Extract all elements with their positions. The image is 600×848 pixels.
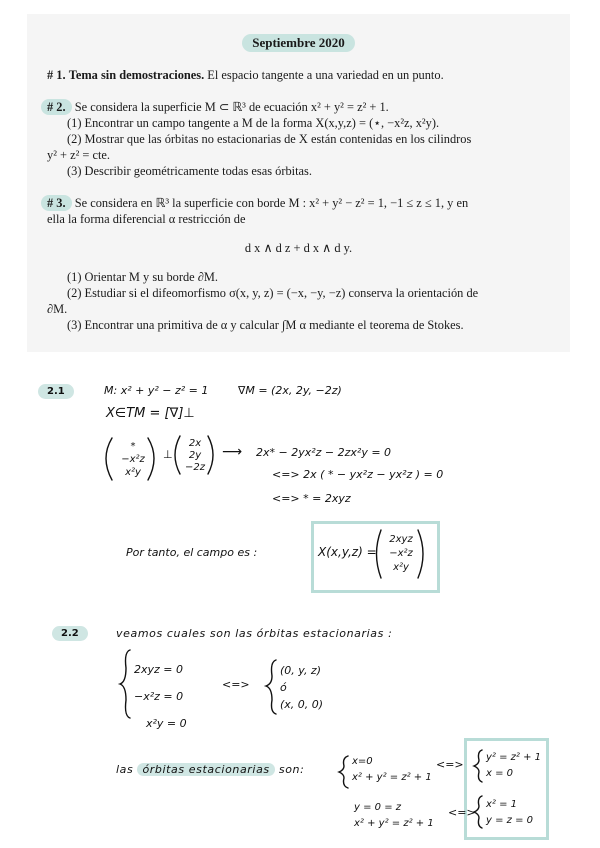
note-2-2-tag: 2.2 [52, 626, 88, 641]
sys1-eq: −x²z = 0 [134, 690, 184, 703]
problem-3-number: # 3. [41, 195, 72, 211]
field-vector [384, 533, 418, 575]
sys4-eq: y² = z² + 1 [486, 752, 542, 763]
sys5-eq: y = 0 = z [354, 802, 402, 813]
problem-2-number: # 2. [41, 99, 72, 115]
sys3 [352, 754, 432, 786]
note-2-1-tag: 2.1 [38, 384, 74, 399]
vec2-entry: −2z [185, 462, 205, 473]
orbitas-highlight: órbitas estacionarias [137, 763, 274, 776]
vec1-left-paren [106, 438, 112, 480]
problem-3-intro-a: Se considera en ℝ³ la superficie con borde M : x² + y² − z² = 1, −1 ≤ z ≤ 1, y en [74, 196, 469, 210]
perp-symbol: ⊥ [163, 448, 173, 461]
sys6-eq: y = z = 0 [486, 815, 534, 826]
vec1-entry: x²y [125, 467, 141, 478]
problem-3-item-1: (1) Orientar M y su borde ∂M. [67, 270, 218, 284]
sys1-eq: 2xyz = 0 [134, 663, 184, 676]
sys6-eq: x² = 1 [486, 799, 518, 810]
field-entry: 2xyz [389, 534, 413, 545]
problem-1-number: # 1. [47, 68, 66, 82]
sys2-line: (0, y, z) [280, 664, 321, 677]
iff-symbol: <=> [222, 678, 250, 691]
sys5 [354, 800, 434, 832]
vec2-entry: 2x [188, 438, 202, 449]
problem-3-item-3: (3) Encontrar una primitiva de α y calcular ∫M α mediante el teorema de Stokes. [67, 318, 464, 332]
note-las-orbitas [116, 763, 304, 776]
vec2-left-paren [175, 436, 180, 474]
vec2-right-paren [208, 436, 213, 474]
sys4 [486, 750, 541, 782]
vec2-entry: 2y [188, 450, 202, 461]
son-word: son: [278, 763, 305, 776]
vec1-right-paren [148, 438, 154, 480]
iff3-symbol: <=> [448, 806, 476, 819]
note-gradient: ∇M = (2x, 2y, −2z) [238, 384, 342, 397]
problem-3-formula: d x ∧ d z + d x ∧ d y. [244, 241, 353, 255]
las-word: las [116, 763, 134, 776]
note-eq1: 2x* − 2yx²z − 2zx²y = 0 [256, 446, 392, 459]
sys1 [134, 656, 187, 737]
sys3-eq: x=0 [352, 756, 373, 767]
note-eq2: <=> 2x ( * − yx²z − yx²z ) = 0 [272, 468, 444, 481]
sys1-brace [120, 650, 130, 718]
sys2-brace [266, 660, 276, 714]
sys3-brace [339, 756, 348, 788]
note-tangent: X∈TM = [∇]⊥ [106, 406, 195, 421]
arrow-symbol: ⟶ [222, 444, 243, 460]
sys2-line: (x, 0, 0) [280, 698, 324, 711]
note-veamos: veamos cuales son las órbitas estacionarias : [116, 627, 393, 640]
note-m-equation: M: x² + y² − z² = 1 [104, 384, 209, 397]
problem-2-intro: Se considera la superficie M ⊂ ℝ³ de ecuación x² + y² = z² + 1. [74, 100, 389, 114]
field-entry: −x²z [389, 548, 413, 559]
note-por-tanto: Por tanto, el campo es : [126, 546, 258, 559]
field-entry: x²y [393, 562, 409, 573]
iff2-symbol: <=> [436, 758, 464, 771]
sys2 [280, 662, 323, 713]
vec2 [184, 438, 206, 474]
sys1-eq: x²y = 0 [146, 717, 187, 730]
field-lhs: X(x,y,z) = [318, 545, 377, 559]
problem-2-item-3: (3) Describir geométricamente todas esas órbitas. [67, 164, 312, 178]
sys6 [486, 797, 533, 829]
sys4-eq: x = 0 [486, 768, 514, 779]
sys3-eq: x² + y² = z² + 1 [352, 772, 432, 783]
problem-1-title: Tema sin demostraciones. [68, 68, 205, 82]
sys5-eq: x² + y² = z² + 1 [354, 818, 434, 829]
problem-3-item-2a: (2) Estudiar si el difeomorfismo σ(x, y, z) = (−x, −y, −z) conserva la orientación de [67, 286, 479, 300]
vec1-entry: * [130, 441, 136, 452]
note-eq3: <=> * = 2xyz [272, 492, 351, 505]
exam-title-pill: Septiembre 2020 [242, 34, 355, 52]
problem-2-item-2b: y² + z² = cte. [47, 148, 111, 162]
vec1-entry: −x²z [121, 454, 145, 465]
vec1 [120, 440, 146, 479]
problem-3-item-2b: ∂M. [47, 302, 68, 316]
problem-2-item-2a: (2) Mostrar que las órbitas no estacionarias de X están contenidas en los cilindros [67, 132, 472, 146]
problem-2-item-1: (1) Encontrar un campo tangente a M de la forma X(x,y,z) = (⋆, −x²z, x²y). [67, 116, 440, 130]
problem-3-intro-b: ella la forma diferencial α restricción de [47, 212, 246, 226]
problem-1-text: El espacio tangente a una variedad en un punto. [204, 68, 444, 82]
sys2-line: ó [280, 681, 287, 694]
